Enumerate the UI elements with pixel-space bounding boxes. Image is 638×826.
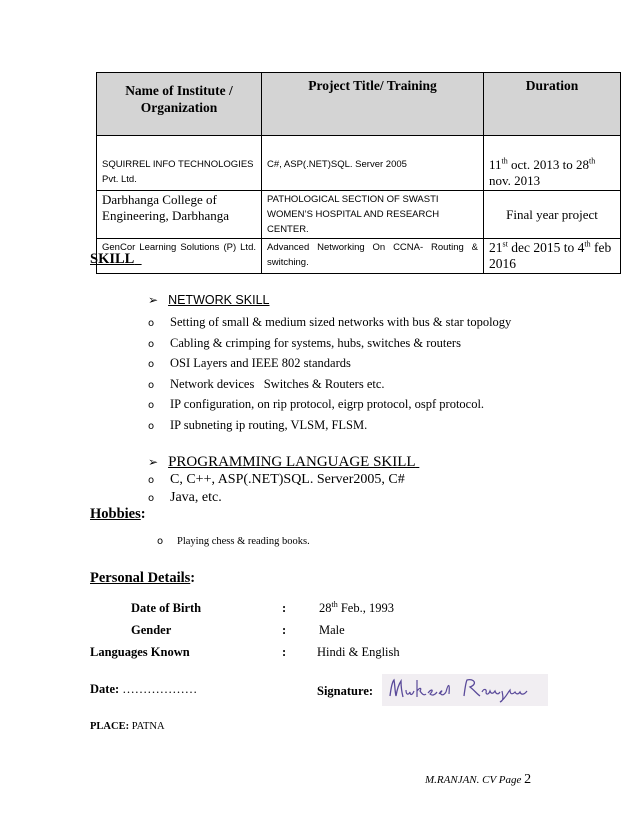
header-duration: Duration bbox=[484, 73, 621, 136]
cell-project: Advanced Networking On CCNA- Routing & switching. bbox=[262, 239, 484, 274]
circle-bullet-icon: o bbox=[148, 339, 155, 350]
cell-institute: Darbhanga College of Engineering, Darbhanga bbox=[97, 191, 262, 239]
circle-bullet-icon: o bbox=[148, 475, 155, 486]
cell-project: PATHOLOGICAL SECTION OF SWASTI WOMEN’S HOSPITAL AND RESEARCH CENTER. bbox=[262, 191, 484, 239]
cell-duration: 21st dec 2015 to 4th feb 2016 bbox=[484, 239, 621, 274]
list-item: o IP subneting ip routing, VLSM, FLSM. bbox=[148, 418, 368, 432]
cell-duration: Final year project bbox=[484, 191, 621, 239]
circle-bullet-icon: o bbox=[148, 421, 155, 432]
circle-bullet-icon: o bbox=[157, 536, 164, 547]
network-skill-title: ➢ NETWORK SKILL bbox=[148, 293, 270, 307]
list-item: o Playing chess & reading books. bbox=[157, 536, 310, 547]
languages-value: Hindi & English bbox=[317, 645, 400, 659]
place-field: PLACE: PATNA bbox=[90, 721, 165, 732]
signature-label: Signature: bbox=[317, 684, 374, 698]
cell-duration: 11th oct. 2013 to 28th nov. 2013 bbox=[484, 156, 621, 191]
list-item: o C, C++, ASP(.NET)SQL. Server2005, C# bbox=[148, 472, 405, 487]
personal-details-heading: Personal Details: bbox=[90, 570, 196, 586]
skill-heading: SKILL bbox=[90, 251, 135, 267]
cell-project: C#, ASP(.NET)SQL. Server 2005 bbox=[262, 156, 484, 191]
gender-label: Gender bbox=[131, 623, 172, 637]
table-row bbox=[97, 191, 621, 239]
languages-label: Languages Known bbox=[90, 645, 190, 659]
dob-separator: : bbox=[282, 601, 287, 615]
circle-bullet-icon: o bbox=[148, 493, 155, 504]
list-item: o Network devices Switches & Routers etc. bbox=[148, 377, 385, 391]
table-row bbox=[97, 156, 621, 191]
gender-value: Male bbox=[319, 623, 345, 637]
dob-label: Date of Birth bbox=[131, 601, 202, 615]
gender-separator: : bbox=[282, 623, 287, 637]
list-item: o IP configuration, on rip protocol, eigrp protocol, ospf protocol. bbox=[148, 397, 485, 411]
training-table bbox=[96, 72, 621, 274]
arrow-bullet-icon: ➢ bbox=[148, 293, 159, 307]
header-project: Project Title/ Training bbox=[262, 73, 484, 136]
dob-value: 28th Feb., 1993 bbox=[319, 599, 394, 615]
circle-bullet-icon: o bbox=[148, 359, 155, 370]
table-header-row bbox=[97, 73, 621, 136]
list-item: o Setting of small & medium sized networks with bus & star topology bbox=[148, 315, 512, 329]
circle-bullet-icon: o bbox=[148, 318, 155, 329]
circle-bullet-icon: o bbox=[148, 400, 155, 411]
circle-bullet-icon: o bbox=[148, 380, 155, 391]
list-item: o Cabling & crimping for systems, hubs, switches & routers bbox=[148, 336, 461, 350]
list-item: o OSI Layers and IEEE 802 standards bbox=[148, 356, 351, 370]
page-footer: M.RANJAN. CV Page 2 bbox=[425, 772, 532, 787]
header-institute: Name of Institute / Organization bbox=[97, 73, 262, 136]
table-spacer-row bbox=[97, 136, 621, 157]
date-field: Date: ……………… bbox=[90, 682, 198, 696]
table-row bbox=[97, 239, 621, 274]
languages-separator: : bbox=[282, 645, 287, 659]
list-item: o Java, etc. bbox=[148, 490, 222, 505]
cell-institute: SQUIRREL INFO TECHNOLOGIES Pvt. Ltd. bbox=[97, 156, 262, 191]
handwritten-signature-icon bbox=[382, 674, 548, 706]
arrow-bullet-icon: ➢ bbox=[148, 455, 159, 469]
signature-image bbox=[382, 674, 548, 706]
cell-institute: GenCor Learning Solutions (P) Ltd. bbox=[97, 239, 262, 274]
hobbies-heading: Hobbies: bbox=[90, 506, 146, 522]
programming-skill-title: ➢ PROGRAMMING LANGUAGE SKILL bbox=[148, 454, 416, 470]
